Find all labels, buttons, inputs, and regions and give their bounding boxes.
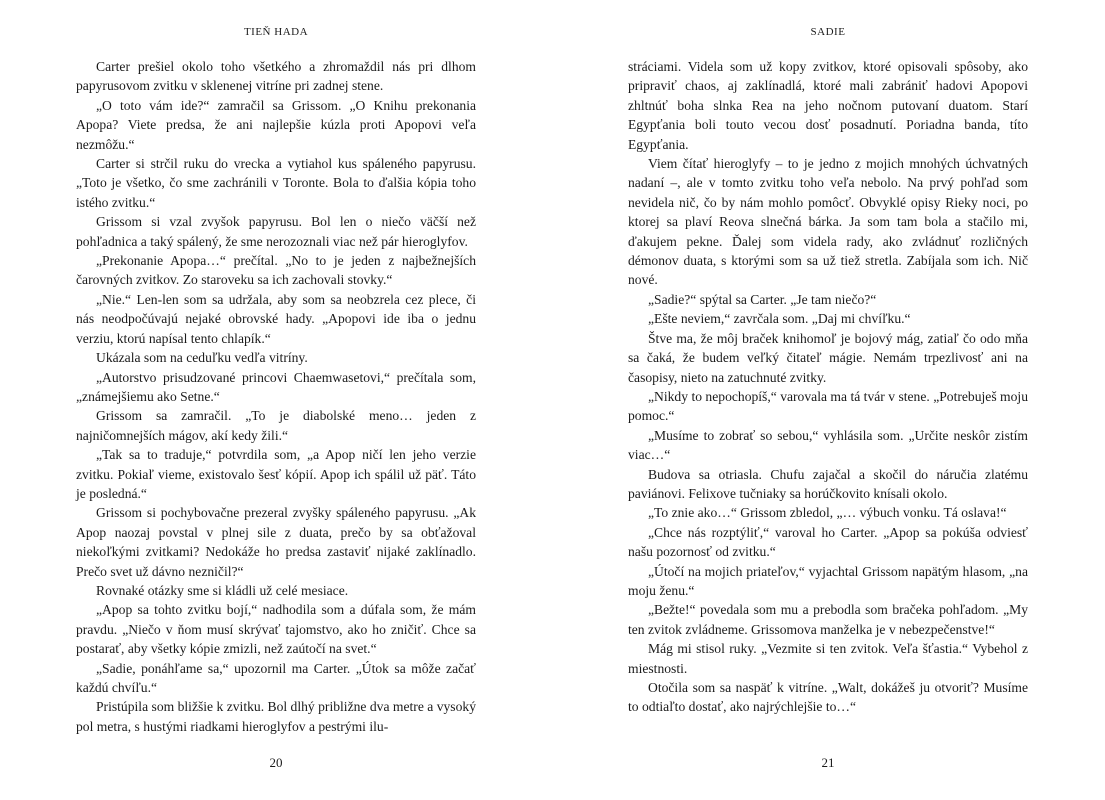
paragraph: „Nikdy to nepochopíš,“ varovala ma tá tvár v stene. „Potrebuješ moju pomoc.“ bbox=[628, 388, 1028, 424]
paragraph: „Ešte neviem,“ zavrčala som. „Daj mi chvíľku.“ bbox=[648, 311, 911, 327]
left-page-body bbox=[76, 57, 476, 736]
paragraph: „Prekonanie Apopa…“ prečítal. „No to je jeden z najbežnejších čarovných zvitkov. Zo staroveku sa ich zachovali stovky.“ bbox=[76, 253, 476, 288]
paragraph: „Útočí na mojich priateľov,“ vyjachtal Grissom napätým hlasom, „na moju ženu.“ bbox=[628, 563, 1028, 598]
paragraph: „Bežte!“ povedala som mu a prebodla som bračeka pohľadom. „My ten zvitok zvládneme. Grissomova manželka je v nebezpečenstve!“ bbox=[628, 602, 1028, 637]
paragraph: Pristúpila som bližšie k zvitku. Bol dlhý približne dva metre a vysoký pol metra, s hustými riadkami hieroglyfov a pestrými ilu- bbox=[76, 699, 476, 734]
paragraph: „Chce nás rozptýliť,“ varoval ho Carter. „Apop sa pokúša odviesť našu pozornosť od zvitku.“ bbox=[628, 524, 1028, 560]
paragraph: „Autorstvo prisudzované princovi Chaemwasetovi,“ prečítala som, „známejšiemu ako Setne.“ bbox=[76, 369, 476, 404]
right-page bbox=[628, 0, 1028, 800]
paragraph: Carter prešiel okolo toho všetkého a zhromaždil nás pri dlhom papyrusovom zvitku v sklenenej vitríne pri zadnej stene. bbox=[76, 59, 476, 94]
paragraph: „Musíme to zobrať so sebou,“ vyhlásila som. „Určite neskôr zistím viac…“ bbox=[628, 427, 1028, 463]
paragraph: Mág mi stisol ruky. „Vezmite si ten zvitok. Veľa šťastia.“ Vybehol z miestnosti. bbox=[628, 641, 1028, 676]
running-head-right: SADIE bbox=[810, 26, 846, 38]
left-page bbox=[76, 0, 476, 800]
paragraph: Štve ma, že môj braček knihomoľ je bojový mág, zatiaľ čo odo mňa sa čaká, že budem veľký čitateľ mágie. Nemám trpezlivosť ani na časopisy, nieto na zatuchnuté zvitky. bbox=[628, 330, 1028, 385]
paragraph: „To znie ako…“ Grissom zbledol, „… výbuch vonku. Tá oslava!“ bbox=[648, 505, 1007, 521]
continued-paragraph: stráciami. Videla som už kopy zvitkov, ktoré opisovali spôsoby, ako pripraviť chaos, aj zaklínadlá, ktoré mali zabrániť hadovi Apopovi zhltnúť boha slnka Rea na jeho nočnom putovaní duatom. Starí Egypťania boli touto vecou dosť posadnutí. Poriadna banda, títo Egypťania. bbox=[628, 59, 1028, 152]
paragraph: Carter si strčil ruku do vrecka a vytiahol kus spáleného papyrusu. „Toto je všetko, čo sme zachránili v Toronte. Bola to ďalšia kópia toho istého zvitku.“ bbox=[76, 156, 476, 210]
paragraph: „Sadie, ponáhľame sa,“ upozornil ma Carter. „Útok sa môže začať každú chvíľu.“ bbox=[76, 660, 476, 695]
paragraph: Grissom sa zamračil. „To je diabolské meno… jeden z najničomnejších mágov, akí kedy žili.“ bbox=[76, 408, 476, 443]
paragraph: „Nie.“ Len-len som sa udržala, aby som sa neobzrela cez plece, či nás neodpočúvajú nejaké obrovské hady. „Apopovi ide iba o jednu verziu, ktorú napísal tento chlapík.“ bbox=[76, 291, 476, 346]
paragraph: „Tak sa to traduje,“ potvrdila som, „a Apop ničí len jeho verzie zvitku. Pokiaľ vieme, existovalo šesť kópií. Apop ich spálil už päť. Táto je posledná.“ bbox=[76, 447, 476, 501]
running-head-left: TIEŇ HADA bbox=[243, 26, 309, 38]
paragraph: Viem čítať hieroglyfy – to je jedno z mojich mnohých úchvatných nadaní –, ale v tomto zvitku toho veľa nebolo. Na prvý pohľad som nevidela nič, čo by nám mohlo pomôcť. Obvyklé opisy Rieky noci, po ktorej sa plaví Reova slnečná bárka. Ja som tam bola a stačilo mi, ďakujem pekne. Ďalej som videla rady, ako zvládnuť rozličných démonov duata, s ktorými som sa už tiež stretla. Zabíjala som ich. Nič nové. bbox=[628, 156, 1028, 288]
paragraph: Budova sa otriasla. Chufu zajačal a skočil do náručia zlatému paviánovi. Felixove tučniaky sa horúčkovito knísali okolo. bbox=[628, 466, 1028, 501]
paragraph: Ukázala som na ceduľku vedľa vitríny. bbox=[96, 350, 308, 366]
paragraph: Grissom si vzal zvyšok papyrusu. Bol len o niečo väčší než pohľadnica a taký spálený, že sme nerozoznali viac než pár hieroglyfov. bbox=[76, 214, 476, 249]
paragraph: Grissom si pochybovačne prezeral zvyšky spáleného papyrusu. „Ak Apop naozaj povstal v plnej sile z duata, prečo by sa obťažoval niekoľkými zvitkami? Nedokáže ho predsa zastaviť nijaké zaklínadlo. Prečo svet už dávno nezničil?“ bbox=[76, 505, 476, 579]
paragraph: „Sadie?“ spýtal sa Carter. „Je tam niečo?“ bbox=[648, 291, 877, 307]
paragraph: Rovnaké otázky sme si kládli už celé mesiace. bbox=[96, 582, 349, 598]
paragraph: „Apop sa tohto zvitku bojí,“ nadhodila som a dúfala som, že mám pravdu. „Niečo v ňom musí skrývať tajomstvo, ako ho zničiť. Chce sa postarať, aby všetky kópie zmizli, než zaútočí na svet.“ bbox=[76, 602, 476, 657]
right-page-body bbox=[628, 57, 1028, 717]
page-number-right: 21 bbox=[821, 755, 835, 770]
paragraph: Otočila som sa naspäť k vitríne. „Walt, dokážeš ju otvoriť? Musíme to odtiaľto dostať, ako najrýchlejšie to…“ bbox=[628, 680, 1028, 715]
paragraph: „O toto vám ide?“ zamračil sa Grissom. „O Knihu prekonania Apopa? Viete predsa, že ani najlepšie kúzla proti Apopovi veľa nezmôžu.“ bbox=[76, 97, 476, 152]
page-number-left: 20 bbox=[269, 755, 283, 770]
